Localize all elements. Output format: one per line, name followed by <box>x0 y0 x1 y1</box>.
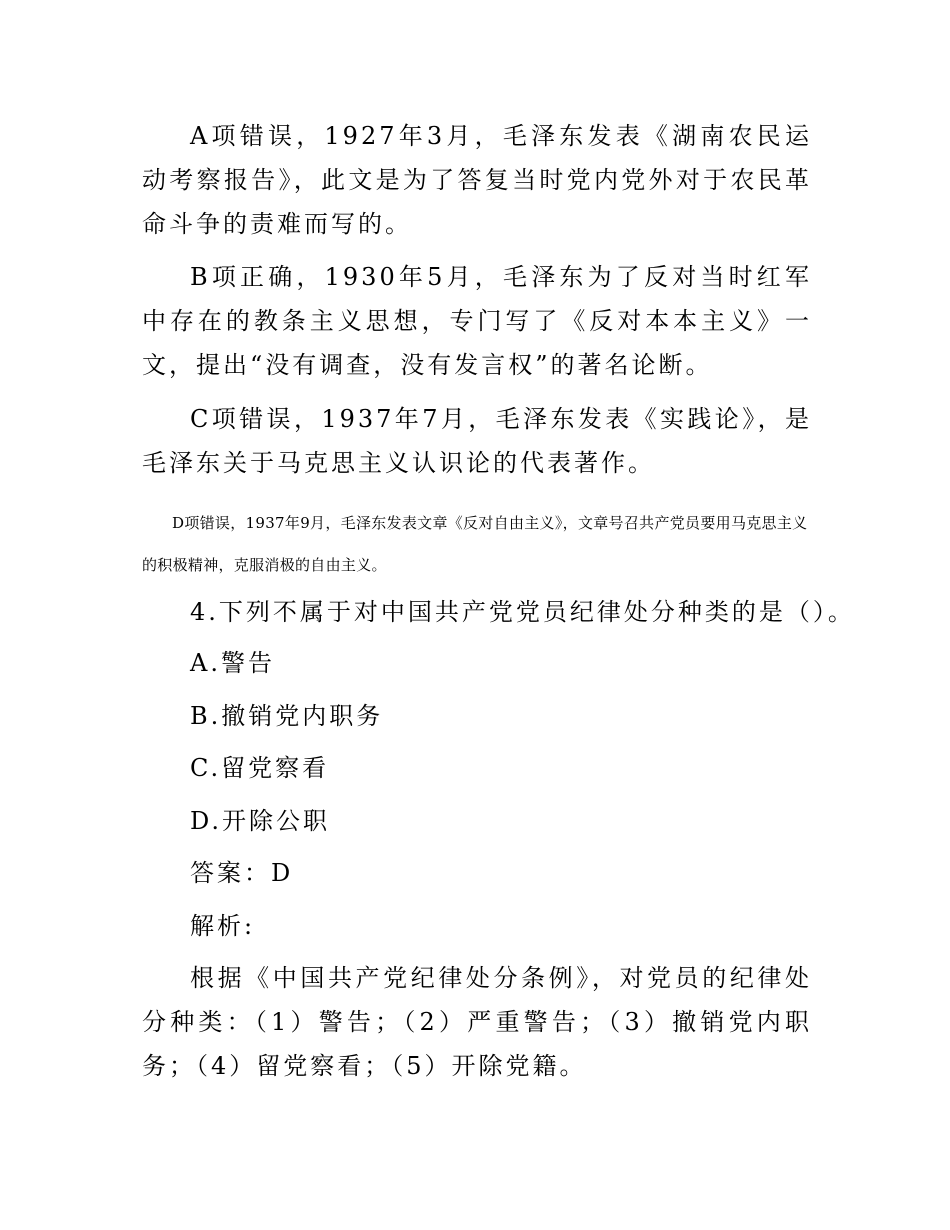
answer-line: 答案：D <box>190 859 294 887</box>
explanation-paragraph-b: B项正确，1930年5月，毛泽东为了反对当时红军中存在的教条主义思想，专门写了《反对本本主义》一文，提出“没有调查，没有发言权”的著名论断。 <box>142 263 812 379</box>
explanation-paragraph-a: A项错误，1927年3月，毛泽东发表《湖南农民运动考察报告》，此文是为了答复当时党内党外对于农民革命斗争的责难而写的。 <box>142 122 812 238</box>
explanation-paragraph-d: D项错误，1937年9月，毛泽东发表文章《反对自由主义》，文章号召共产党员要用马克思主义的积极精神，克服消极的自由主义。 <box>142 514 808 574</box>
option-d: D.开除公职 <box>190 807 331 835</box>
explanation-paragraph-c: C项错误，1937年7月，毛泽东发表《实践论》，是毛泽东关于马克思主义认识论的代表著作。 <box>142 405 812 477</box>
analysis-label: 解析: <box>190 912 256 940</box>
analysis-paragraph: 根据《中国共产党纪律处分条例》，对党员的纪律处分种类：（1）警告；（2）严重警告；（3）撤销党内职务；（4）留党察看；（5）开除党籍。 <box>142 964 812 1080</box>
option-c: C.留党察看 <box>190 754 330 782</box>
question-stem: 4.下列不属于对中国共产党党员纪律处分种类的是（）。 <box>190 598 855 626</box>
option-b: B.撤销党内职务 <box>190 702 384 730</box>
option-a: A.警告 <box>190 649 275 677</box>
